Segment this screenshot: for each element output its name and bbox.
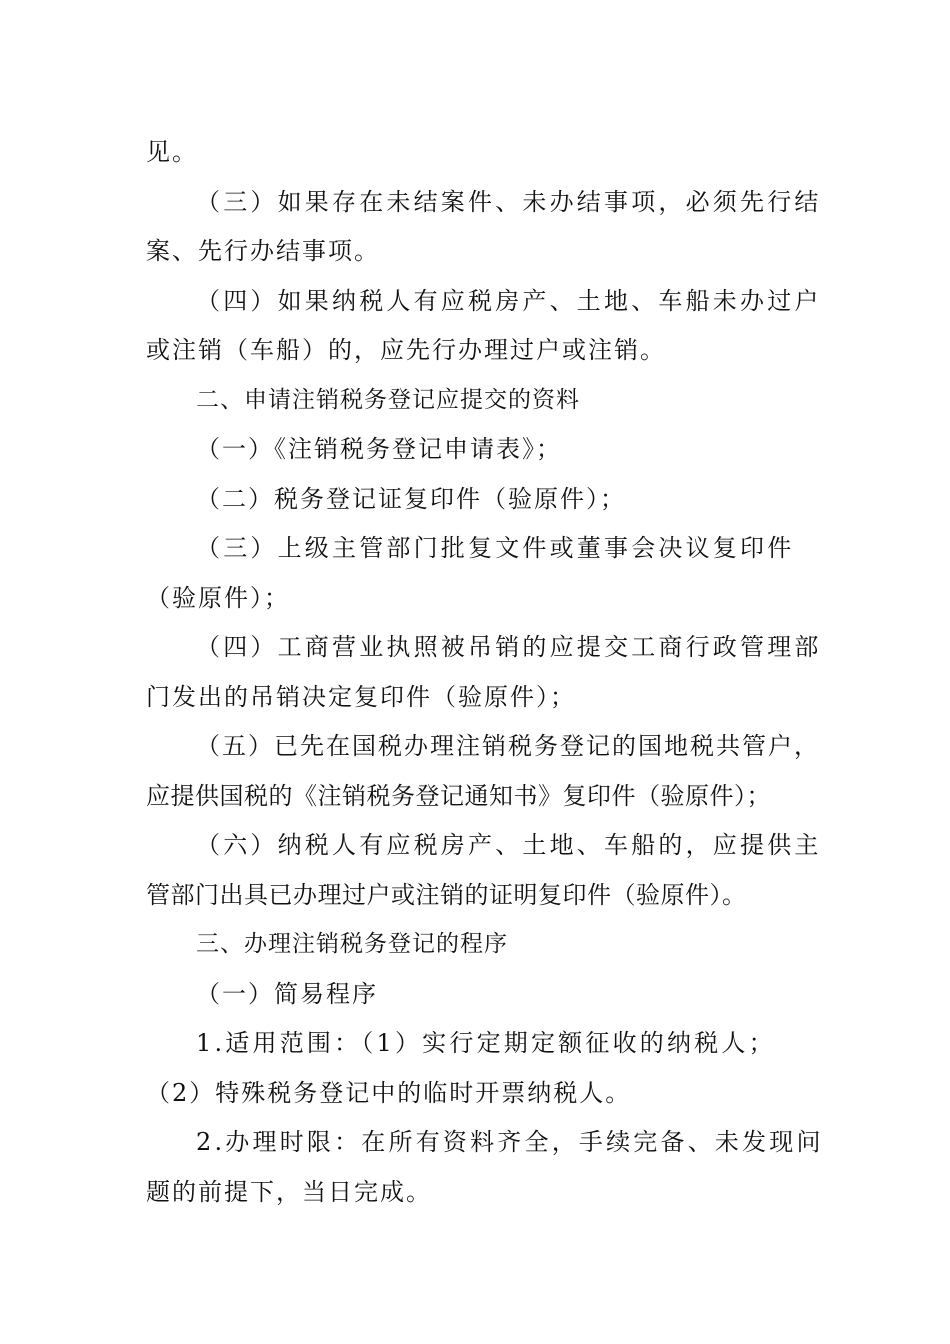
paragraph-line: 应提供国税的《注销税务登记通知书》复印件（验原件）； [146, 781, 771, 810]
document-body [146, 128, 824, 1217]
paragraph-line: 见。 [146, 138, 198, 166]
section-heading: 三、办理注销税务登记的程序 [196, 931, 508, 957]
list-item: （二）税务登记证复印件（验原件）； [196, 484, 626, 513]
list-item: （四）工商营业执照被吊销的应提交工商行政管理部 [196, 633, 822, 661]
paragraph-line: （四）如果纳税人有应税房产、土地、车船未办过户 [196, 286, 822, 315]
paragraph-line: （2）特殊税务登记中的临时开票纳税人。 [146, 1078, 632, 1107]
paragraph-line: 管部门出具已办理过户或注销的证明复印件（验原件）。 [146, 880, 747, 909]
list-item: （六）纳税人有应税房产、土地、车船的，应提供主 [196, 831, 822, 859]
paragraph-line: 案、先行办结事项。 [146, 237, 380, 265]
list-item: （五）已先在国税办理注销税务登记的国地税共管户， [196, 732, 820, 760]
subsection-heading: （一）简易程序 [196, 979, 378, 1008]
paragraph-line: （三）如果存在未结案件、未办结事项，必须先行结 [196, 187, 822, 216]
paragraph-line: 题的前提下，当日完成。 [146, 1177, 432, 1206]
list-item: 1.适用范围：（1）实行定期定额征收的纳税人； [196, 1029, 776, 1057]
paragraph-line: （验原件）； [146, 583, 290, 612]
paragraph-line: 或注销（车船）的，应先行办理过户或注销。 [146, 336, 666, 364]
list-item: （三）上级主管部门批复文件或董事会决议复印件 [196, 534, 795, 562]
list-item: （一）《注销税务登记申请表》； [196, 435, 562, 463]
paragraph-line: 门发出的吊销决定复印件（验原件）； [146, 682, 576, 711]
section-heading: 二、申请注销税务登记应提交的资料 [196, 386, 580, 413]
list-item: 2.办理时限：在所有资料齐全，手续完备、未发现问 [196, 1128, 824, 1156]
